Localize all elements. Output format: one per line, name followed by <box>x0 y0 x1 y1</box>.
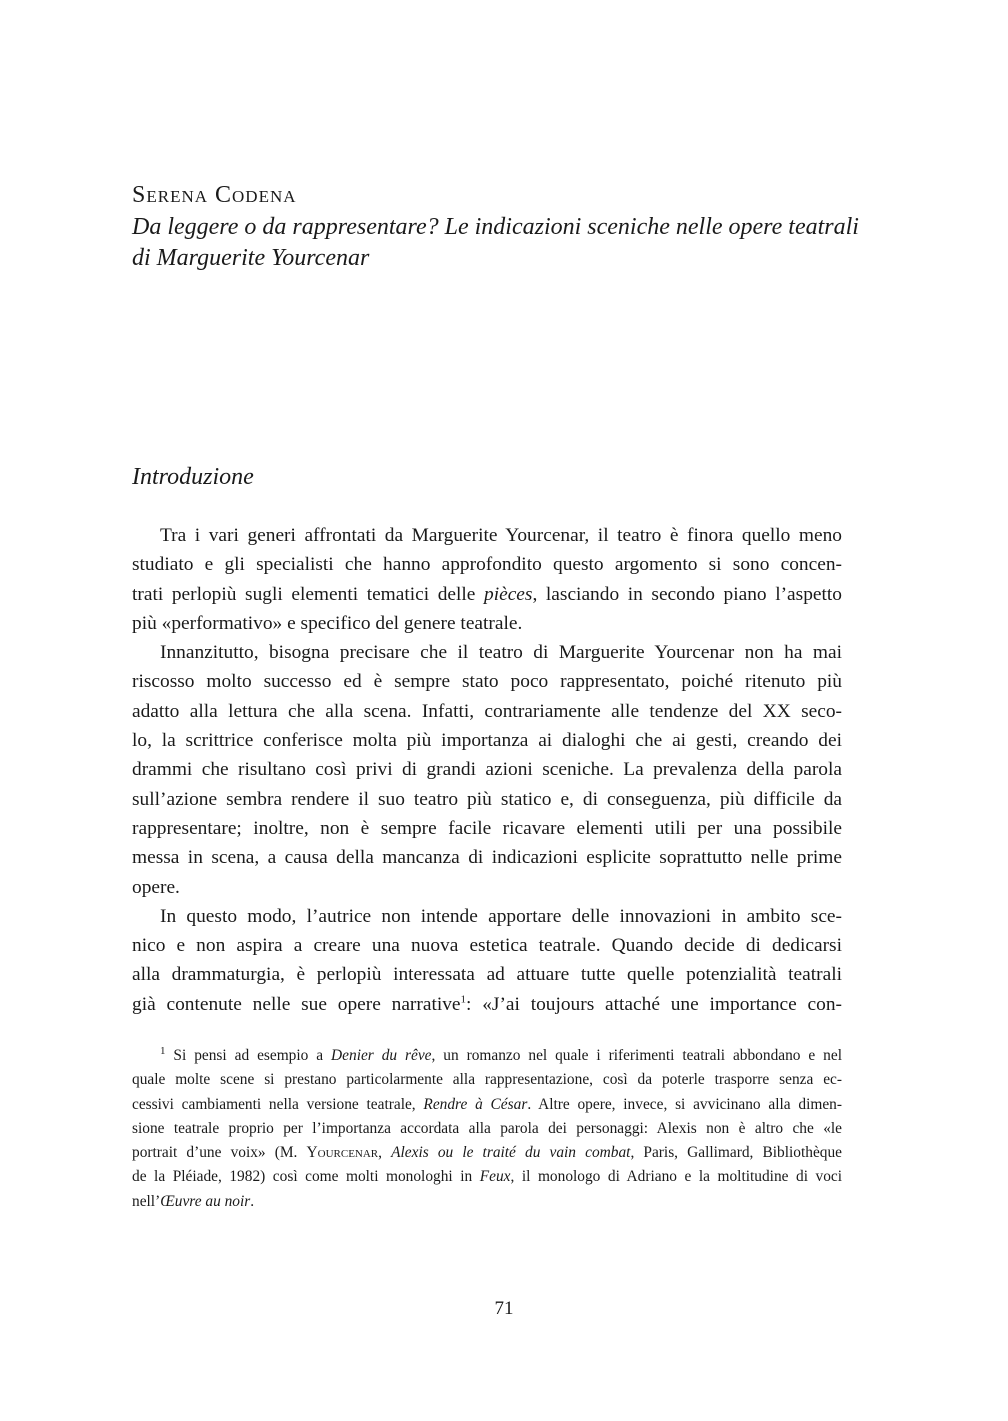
text-line: più «performativo» e specifico del genere teatrale. <box>132 612 523 634</box>
text-line <box>132 580 842 609</box>
text-run: , Paris, Gallimard, Bibliothèque <box>630 1144 843 1162</box>
text-line: riscosso molto successo ed è sempre stato poco rappresentato, poiché ritenuto più <box>132 671 842 693</box>
author-name: Serena Codena <box>132 182 297 208</box>
text-run: , lasciando in secondo piano l’aspetto <box>532 583 842 605</box>
text-run: , il monologo di Adriano e la moltitudine di voci <box>510 1168 842 1186</box>
text-line: adatto alla lettura che alla scena. Infatti, contrariamente alle tendenze del XX seco- <box>132 700 842 722</box>
text-run: : «J’ai toujours attaché une importance con- <box>466 993 842 1015</box>
body-text <box>132 521 842 1019</box>
text-line: drammi che risultano così privi di grandi azioni sceniche. La prevalenza della parola <box>132 759 842 781</box>
footnote-line <box>132 1141 842 1165</box>
paragraph-1 <box>132 521 842 638</box>
footnote-line <box>132 1190 842 1214</box>
text-line: alla drammaturgia, è perlopiù interessata ad attuare tutte quelle potenzialità teatrali <box>132 964 842 986</box>
section-heading: Introduzione <box>132 464 254 490</box>
text-run: cessivi cambiamenti nella versione teatrale, <box>132 1095 424 1113</box>
footnote <box>132 1044 842 1214</box>
text-line: rappresentare; inoltre, non è sempre facile ricavare elementi utili per una possibile <box>132 817 842 839</box>
text-run: nell’ <box>132 1192 161 1210</box>
text-line: opere. <box>132 876 180 898</box>
text-run: , <box>378 1144 392 1162</box>
paragraph-2 <box>132 638 842 902</box>
text-run: , un romanzo nel quale i riferimenti teatrali abbondano e nel <box>431 1047 842 1064</box>
text-line <box>132 990 842 1019</box>
text-run: . <box>250 1192 255 1210</box>
article-title <box>132 212 859 274</box>
footnote-line <box>132 1044 842 1068</box>
text-line: Innanzitutto, bisogna precisare che il teatro di Marguerite Yourcenar non ha mai <box>160 642 842 664</box>
article-title-line-1: Da leggere o da rappresentare? Le indicazioni sceniche nelle opere teatrali <box>132 214 859 240</box>
text-line: lo, la scrittrice conferisce molta più importanza ai dialoghi che ai gesti, creando dei <box>132 730 842 752</box>
footnote-reference[interactable]: 1 <box>460 993 467 1006</box>
text-line: sull’azione sembra rendere il suo teatro più statico e, di conseguenza, più difficile da <box>132 788 842 810</box>
footnote-line: quale molte scene si prestano particolarmente alla rappresentazione, così da poterle trasporre senza ec- <box>132 1071 842 1089</box>
italic-title: Feux <box>479 1168 511 1186</box>
italic-term: pièces <box>484 583 533 605</box>
text-run: Si pensi ad esempio a <box>165 1047 332 1064</box>
article-title-line-2: di Marguerite Yourcenar <box>132 245 370 271</box>
italic-title: Alexis ou le traité du vain combat <box>391 1144 631 1162</box>
text-run: già contenute nelle sue opere narrative <box>132 993 461 1015</box>
text-run: trati perlopiù sugli elementi tematici delle <box>132 583 485 605</box>
text-run: . Altre opere, invece, si avvicinano alla dimen- <box>527 1095 842 1113</box>
text-line: In questo modo, l’autrice non intende apportare delle innovazioni in ambito sce- <box>160 905 842 927</box>
footnote-line <box>132 1165 842 1189</box>
author-small-caps: Yourcenar <box>306 1144 379 1162</box>
italic-title: Denier du rêve <box>331 1047 432 1064</box>
footnote-line: sione teatrale proprio per l’importanza accordata alla parola dei personaggi: Alexis non è altro che «le <box>132 1119 842 1137</box>
text-line: studiato e gli specialisti che hanno approfondito questo argomento si sono concen- <box>132 554 842 576</box>
text-line: messa in scena, a causa della mancanza di indicazioni esplicite soprattutto nelle prime <box>132 847 842 869</box>
text-run: de la Pléiade, 1982) così come molti monologhi in <box>132 1168 480 1186</box>
page-number: 71 <box>494 1298 514 1319</box>
text-run: portrait d’une voix» (M. <box>132 1144 307 1162</box>
paragraph-3 <box>132 902 842 1019</box>
footnote-line <box>132 1093 842 1117</box>
italic-title: Œuvre au noir <box>160 1192 251 1210</box>
italic-title: Rendre à César <box>423 1095 528 1113</box>
text-line: Tra i vari generi affrontati da Marguerite Yourcenar, il teatro è finora quello meno <box>160 525 842 546</box>
footnote-marker: 1 <box>160 1044 166 1057</box>
text-line: nico e non aspira a creare una nuova estetica teatrale. Quando decide di dedicarsi <box>132 935 842 957</box>
